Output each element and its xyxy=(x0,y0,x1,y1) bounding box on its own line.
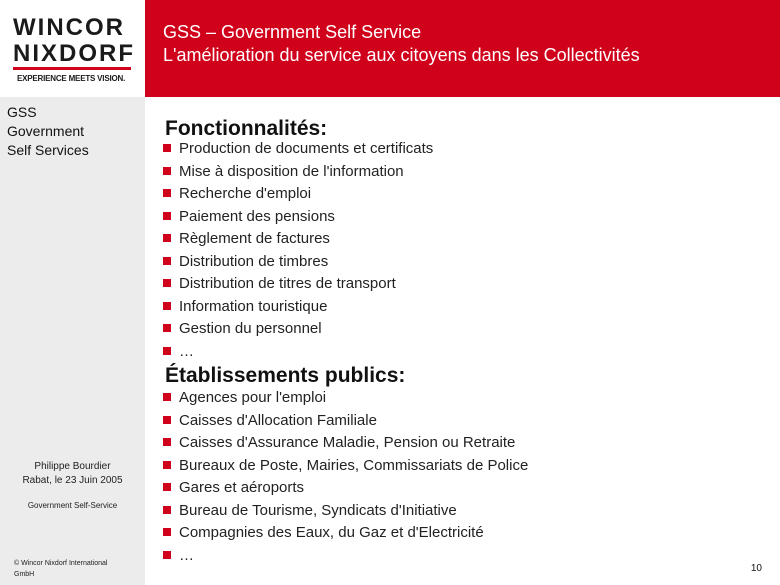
bullet-square-icon xyxy=(163,212,171,220)
slide-title-line2: L'amélioration du service aux citoyens dans les Collectivités xyxy=(163,45,640,65)
company-logo xyxy=(0,0,145,97)
list-item-label: Gestion du personnel xyxy=(179,320,322,337)
list-item xyxy=(163,183,433,206)
bullet-square-icon xyxy=(163,416,171,424)
bullet-square-icon xyxy=(163,347,171,355)
list-item-label: Bureaux de Poste, Mairies, Commissariats de Police xyxy=(179,456,529,474)
bullet-square-icon xyxy=(163,167,171,175)
list-item-label: Paiement des pensions xyxy=(179,207,335,225)
slide-title-line1: GSS – Government Self Service xyxy=(163,22,422,42)
list-item xyxy=(163,545,528,568)
etablissements-list xyxy=(163,387,528,567)
list-item-label: Production de documents et certificats xyxy=(179,140,434,157)
list-item xyxy=(163,138,433,161)
list-item-label: Distribution de timbres xyxy=(179,252,329,270)
list-item-label: Agences pour l'emploi xyxy=(179,389,327,406)
list-item-label: Distribution de titres de transport xyxy=(179,275,396,292)
list-item xyxy=(163,161,433,184)
list-item-label: Caisses d'Allocation Familiale xyxy=(179,411,377,429)
bullet-square-icon xyxy=(163,302,171,310)
presenter-name: Philippe Bourdier xyxy=(34,461,111,472)
fonctionnalites-list xyxy=(163,138,433,363)
logo-line2: NIXDORF xyxy=(13,40,135,67)
list-item-label: … xyxy=(179,546,194,564)
list-item xyxy=(163,387,528,410)
list-item xyxy=(163,206,433,229)
list-item xyxy=(163,341,433,364)
list-item xyxy=(163,318,433,341)
list-item-label: Gares et aéroports xyxy=(179,479,305,496)
sidebar-title-line: Government xyxy=(7,123,85,139)
list-item xyxy=(163,500,528,523)
slide-title xyxy=(163,21,640,67)
sidebar-title-line: GSS xyxy=(7,104,37,120)
bullet-square-icon xyxy=(163,257,171,265)
sidebar xyxy=(0,0,145,585)
logo-tagline: EXPERIENCE MEETS VISION. xyxy=(17,74,126,83)
bullet-square-icon xyxy=(163,483,171,491)
bullet-square-icon xyxy=(163,189,171,197)
logo-line1: WINCOR xyxy=(13,14,125,41)
list-item-label: Recherche d'emploi xyxy=(179,185,312,202)
bullet-square-icon xyxy=(163,528,171,536)
bullet-square-icon xyxy=(163,551,171,559)
list-item xyxy=(163,455,528,478)
bullet-square-icon xyxy=(163,438,171,446)
list-item-label: Caisses d'Assurance Maladie, Pension ou Retraite xyxy=(179,434,516,451)
copyright-line1: © Wincor Nixdorf International xyxy=(14,560,108,567)
copyright-line2: GmbH xyxy=(14,571,35,578)
list-item-label: Bureau de Tourisme, Syndicats d'Initiative xyxy=(179,501,457,519)
list-item-label: Mise à disposition de l'information xyxy=(179,162,404,180)
list-item-label: Compagnies des Eaux, du Gaz et d'Electricité xyxy=(179,524,484,541)
list-item xyxy=(163,522,528,545)
list-item-label: Règlement de factures xyxy=(179,230,330,247)
bullet-square-icon xyxy=(163,279,171,287)
slide-header xyxy=(145,0,780,97)
sidebar-title xyxy=(7,103,142,160)
list-item-label: Information touristique xyxy=(179,297,328,315)
list-item xyxy=(163,296,433,319)
list-item-label: … xyxy=(179,342,194,360)
bullet-square-icon xyxy=(163,144,171,152)
list-item xyxy=(163,410,528,433)
list-item xyxy=(163,432,528,455)
bullet-square-icon xyxy=(163,461,171,469)
presenter-place-date: Rabat, le 23 Juin 2005 xyxy=(22,475,123,486)
etablissements-heading: Établissements publics: xyxy=(165,364,406,387)
bullet-square-icon xyxy=(163,324,171,332)
fonctionnalites-heading: Fonctionnalités: xyxy=(165,117,328,140)
sidebar-title-line: Self Services xyxy=(7,142,89,158)
page-number: 10 xyxy=(750,563,762,574)
list-item xyxy=(163,228,433,251)
bullet-square-icon xyxy=(163,234,171,242)
presentation-topic: Government Self-Service xyxy=(27,501,118,510)
logo-red-bar xyxy=(13,67,131,70)
bullet-square-icon xyxy=(163,506,171,514)
list-item xyxy=(163,273,433,296)
bullet-square-icon xyxy=(163,393,171,401)
list-item xyxy=(163,477,528,500)
list-item xyxy=(163,251,433,274)
